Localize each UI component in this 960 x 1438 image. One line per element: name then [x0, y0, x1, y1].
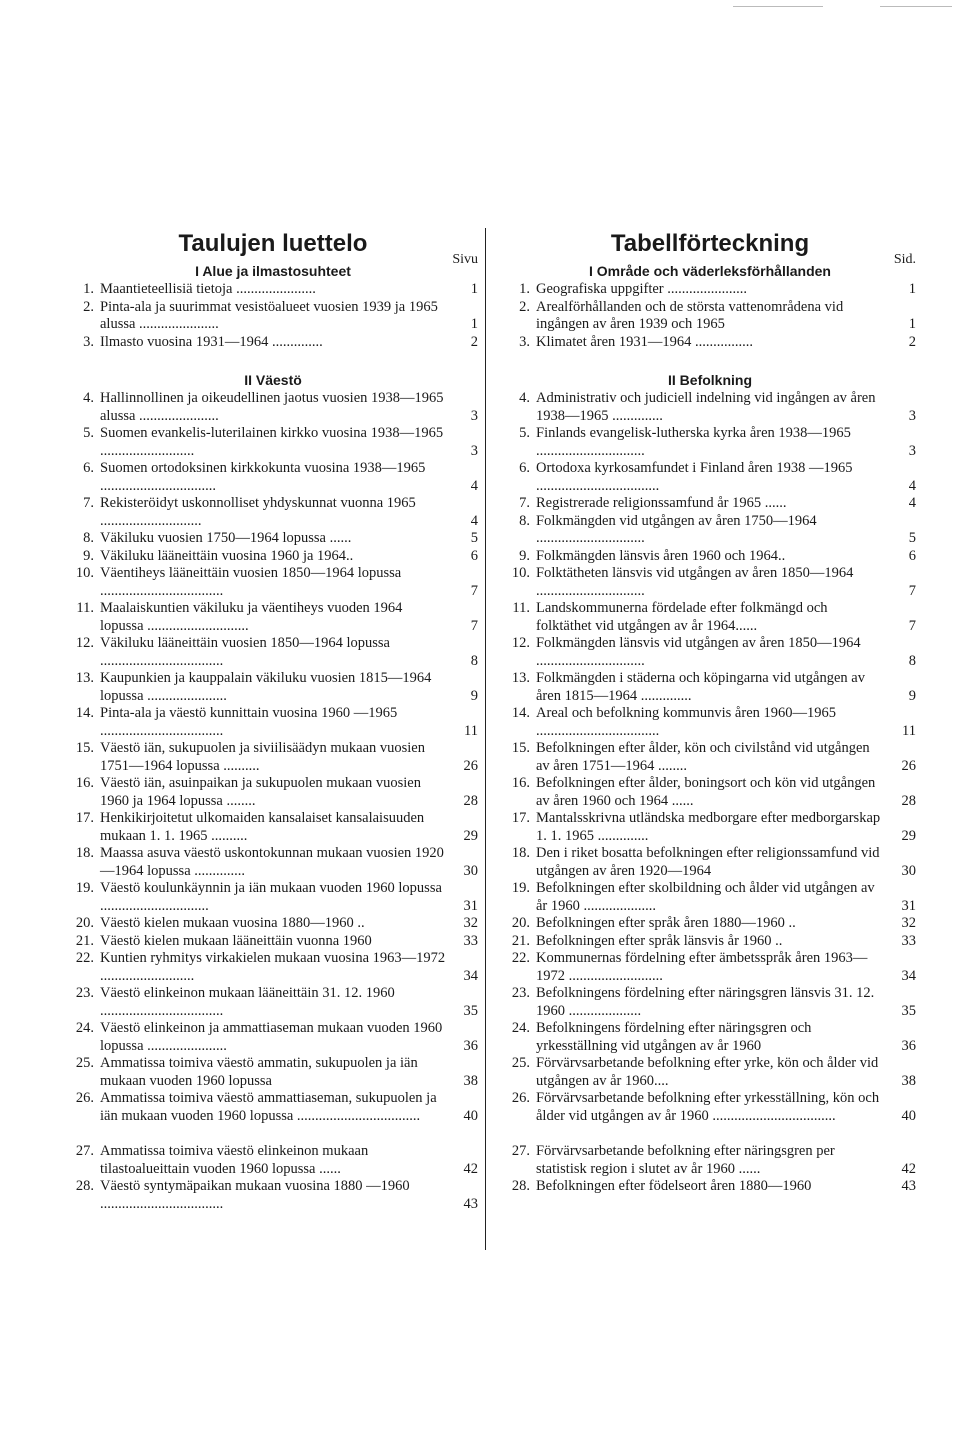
entry-title: Befolkningen efter språk länsvis år 1960 .. [536, 932, 783, 949]
toc-entry [68, 495, 478, 530]
entry-title: Kommunernas fördelning efter ämbetsspråk åren 1963—1972 .......................... [536, 950, 868, 984]
entry-title: Befolkningen efter skolbildning och ålder vid utgången av år 1960 .................... [536, 880, 875, 914]
toc-entry [504, 281, 916, 299]
entry-page: 2 [908, 333, 916, 350]
entry-title: Väkiluku lääneittäin vuosina 1960 ja 1964.. [100, 547, 354, 564]
toc-entry [68, 281, 478, 299]
toc-entry [68, 1020, 478, 1055]
entry-title: Väestö elinkeinon mukaan lääneittäin 31. 12. 1960 .................................. [100, 985, 395, 1019]
finnish-title: Taulujen luettelo [178, 230, 368, 257]
toc-entry [504, 880, 916, 915]
toc-entry [504, 1178, 916, 1196]
entry-page: 1 [908, 316, 916, 332]
toc-entry [504, 600, 916, 635]
entry-number: 28. [75, 1178, 94, 1194]
entry-title: Landskommunerna fördelade efter folkmängd och folktäthet vid utgången av år 1964...... [536, 600, 828, 634]
entry-number: 16. [511, 775, 530, 791]
toc-entry [68, 670, 478, 705]
entry-page: 7 [470, 582, 478, 599]
toc-entry [68, 845, 478, 880]
toc-entry [504, 740, 916, 775]
entry-number: 17. [75, 810, 94, 826]
entry-title: Hallinnollinen ja oikeudellinen jaotus vuosien 1938—1965 alussa ...................... [100, 390, 444, 424]
entry-page: 34 [463, 967, 478, 984]
entry-number: 21. [511, 932, 530, 949]
entry-page: 8 [470, 652, 478, 669]
entry-title: Väestö kielen mukaan vuosina 1880—1960 .. [100, 915, 365, 931]
entry-number: 11. [76, 600, 94, 616]
toc-entry [68, 460, 478, 495]
toc-entry [504, 334, 916, 352]
entry-title: Folktätheten länsvis vid utgången av åren 1850—1964 .............................. [536, 565, 854, 599]
toc-entry [504, 670, 916, 705]
entry-title: Geografiska uppgifter ...................... [536, 281, 748, 297]
toc-entry [504, 1143, 916, 1178]
entry-page: 1 [470, 316, 478, 332]
entry-number: 4. [519, 390, 530, 406]
entry-title: Förvärvsarbetande befolkning efter yrkesställning, kön och ålder vid utgången av år 1960 .................................. [536, 1090, 880, 1124]
entry-title: Förvärvsarbetande befolkning efter näringsgren per statistisk region i slutet av år 1960 ...... [536, 1143, 835, 1177]
toc-entry [504, 495, 916, 513]
toc-entry [68, 565, 478, 600]
entry-number: 19. [75, 880, 94, 896]
toc-entry [504, 1020, 916, 1055]
entry-number: 21. [75, 932, 94, 949]
toc-entry [504, 1090, 916, 1125]
section-heading: II Befolkning [668, 372, 752, 388]
entry-number: 28. [511, 1178, 530, 1194]
entry-title: Väkiluku lääneittäin vuosien 1850—1964 lopussa .................................. [100, 635, 390, 669]
entry-title: Väestö iän, sukupuolen ja siviilisäädyn mukaan vuosien 1751—1964 lopussa .......... [100, 740, 425, 774]
toc-entry [504, 950, 916, 985]
entry-title: Kaupunkien ja kauppalain väkiluku vuosien 1815—1964 lopussa ...................... [100, 670, 432, 704]
entry-title: Maassa asuva väestö uskontokunnan mukaan vuosien 1920—1964 lopussa .............. [100, 845, 444, 879]
toc-entry [504, 915, 916, 933]
toc-entry [68, 740, 478, 775]
entry-number: 2. [83, 298, 94, 315]
entry-number: 5. [519, 425, 530, 441]
entry-title: Registrerade religionssamfund år 1965 ...... [536, 495, 787, 511]
entry-title: Väestö elinkeinon ja ammattiaseman mukaan vuoden 1960 lopussa ...................... [100, 1020, 443, 1054]
toc-entry [504, 425, 916, 460]
toc-entry [68, 299, 478, 334]
top-rule [880, 6, 952, 7]
entry-page: 30 [901, 862, 916, 879]
entry-page: 4 [908, 477, 916, 494]
entry-page: 29 [463, 827, 478, 844]
entry-number: 11. [512, 600, 530, 616]
entry-title: Den i riket bosatta befolkningen efter religionssamfund vid utgången av åren 1920—1964 [536, 845, 880, 879]
column-divider [485, 228, 486, 1250]
section [504, 261, 916, 351]
entry-page: 4 [470, 512, 478, 529]
entry-page: 3 [908, 407, 916, 424]
entry-title: Ortodoxa kyrkosamfundet i Finland åren 1938 —1965 .................................. [536, 460, 853, 494]
entry-page: 36 [901, 1037, 916, 1054]
entry-page: 28 [463, 792, 478, 809]
entry-title: Väestö kielen mukaan lääneittäin vuonna 1960 [100, 932, 372, 949]
entry-number: 3. [83, 333, 94, 350]
toc-entry [68, 950, 478, 985]
entry-page: 7 [908, 617, 916, 634]
toc-entry [68, 530, 478, 548]
entry-title: Ammatissa toimiva väestö ammatin, sukupuolen ja iän mukaan vuoden 1960 lopussa [100, 1055, 418, 1089]
toc-entry [68, 1055, 478, 1090]
entry-number: 1. [519, 281, 530, 297]
entry-page: 3 [470, 407, 478, 424]
section-heading: II Väestö [244, 372, 302, 388]
entry-number: 23. [75, 985, 94, 1001]
finnish-sections [68, 261, 478, 1213]
entry-page: 40 [901, 1107, 916, 1124]
entry-number: 24. [511, 1020, 530, 1036]
entry-number: 7. [83, 495, 94, 511]
entry-page: 32 [901, 915, 916, 931]
entry-title: Suomen ortodoksinen kirkkokunta vuosina 1938—1965 ................................ [100, 460, 426, 494]
entry-page: 7 [908, 582, 916, 599]
entry-page: 31 [463, 897, 478, 914]
entry-number: 5. [83, 425, 94, 441]
entry-number: 22. [75, 950, 94, 966]
entry-page: 3 [908, 442, 916, 459]
entry-number: 2. [519, 298, 530, 315]
entry-number: 19. [511, 880, 530, 896]
entry-number: 1. [83, 281, 94, 297]
entry-page: 4 [470, 477, 478, 494]
entry-number: 26. [511, 1090, 530, 1106]
entry-page: 11 [902, 722, 916, 739]
entry-title: Folkmängden länsvis vid utgången av åren 1850—1964 .............................. [536, 635, 861, 669]
entry-title: Finlands evangelisk-lutherska kyrka åren 1938—1965 .............................. [536, 425, 851, 459]
entry-page: 40 [463, 1107, 478, 1124]
entry-page: 29 [901, 827, 916, 844]
entry-title: Folkmängden vid utgången av åren 1750—1964 .............................. [536, 512, 817, 546]
entry-number: 6. [83, 460, 94, 476]
entry-page: 38 [901, 1072, 916, 1089]
entry-page: 30 [463, 862, 478, 879]
entry-number: 14. [75, 705, 94, 721]
entry-title: Befolkningen efter födelseort åren 1880—1960 [536, 1178, 812, 1194]
toc-entry [504, 810, 916, 845]
entry-number: 20. [75, 915, 94, 931]
toc-entry [504, 985, 916, 1020]
entry-title: Väentiheys lääneittäin vuosien 1850—1964 lopussa .................................. [100, 565, 402, 599]
entry-title: Befolkningens fördelning efter näringsgren och yrkesställning vid utgången av år 1960 [536, 1020, 812, 1054]
entry-page: 35 [901, 1002, 916, 1019]
entry-title: Folkmängden länsvis åren 1960 och 1964.. [536, 547, 786, 564]
entry-page: 33 [463, 932, 478, 949]
entry-page: 35 [463, 1002, 478, 1019]
entry-title: Henkikirjoitetut ulkomaiden kansalaiset kansalaisuuden mukaan 1. 1. 1965 .......... [100, 810, 425, 844]
entry-title: Ammatissa toimiva väestö ammattiaseman, sukupuolen ja iän mukaan vuoden 1960 lopussa .................................. [100, 1090, 437, 1124]
entry-title: Arealförhållanden och de största vattenområdena vid ingången av åren 1939 och 1965 [536, 298, 844, 332]
entry-number: 20. [511, 915, 530, 931]
toc-entry [68, 985, 478, 1020]
entry-title: Förvärvsarbetande befolkning efter yrke, kön och ålder vid utgången av år 1960.... [536, 1055, 879, 1089]
entry-page: 43 [901, 1178, 916, 1194]
toc-entry [68, 810, 478, 845]
entry-number: 23. [511, 985, 530, 1001]
toc-entry [68, 915, 478, 933]
entry-number: 18. [511, 845, 530, 861]
entry-number: 12. [511, 635, 530, 651]
entry-number: 9. [519, 547, 530, 564]
entry-title: Klimatet åren 1931—1964 ................ [536, 333, 754, 350]
toc-entry [504, 299, 916, 334]
entry-number: 16. [75, 775, 94, 791]
entry-number: 26. [75, 1090, 94, 1106]
entry-page: 8 [908, 652, 916, 669]
entry-page: 31 [901, 897, 916, 914]
toc-entry [504, 635, 916, 670]
entry-page: 5 [470, 530, 478, 546]
toc-entry [504, 845, 916, 880]
entry-page: 26 [901, 757, 916, 774]
section [68, 370, 478, 1213]
entry-page: 42 [463, 1160, 478, 1177]
entry-title: Areal och befolkning kommunvis åren 1960—1965 .................................. [536, 705, 837, 739]
section-heading: I Område och väderleksförhållanden [589, 263, 831, 279]
entry-number: 24. [75, 1020, 94, 1036]
toc-entry [68, 1090, 478, 1125]
entry-title: Ilmasto vuosina 1931—1964 .............. [100, 333, 323, 350]
entry-number: 12. [75, 635, 94, 651]
entry-page: 1 [908, 281, 916, 297]
entry-number: 27. [75, 1143, 94, 1159]
top-rule [733, 6, 823, 7]
entry-number: 9. [83, 547, 94, 564]
entry-title: Rekisteröidyt uskonnolliset yhdyskunnat vuonna 1965 ............................ [100, 495, 416, 529]
toc-entry [68, 600, 478, 635]
entry-title: Pinta-ala ja suurimmat vesistöalueet vuosien 1939 ja 1965 alussa ...................... [100, 298, 438, 332]
entry-page: 5 [908, 530, 916, 546]
swedish-sections [504, 261, 916, 1196]
entry-title: Mantalsskrivna utländska medborgare efter medborgarskap 1. 1. 1965 .............. [536, 810, 881, 844]
swedish-column [504, 228, 916, 1196]
entry-page: 9 [908, 687, 916, 704]
entry-number: 10. [75, 565, 94, 581]
toc-entry [68, 390, 478, 425]
entry-page: 32 [463, 915, 478, 931]
entry-title: Pinta-ala ja väestö kunnittain vuosina 1960 —1965 .................................. [100, 705, 398, 739]
toc-entry [68, 635, 478, 670]
toc-entry [504, 775, 916, 810]
toc-entry [504, 513, 916, 548]
entry-title: Folkmängden i städerna och köpingarna vid utgången av åren 1815—1964 .............. [536, 670, 865, 704]
entry-page: 28 [901, 792, 916, 809]
toc-entry [504, 705, 916, 740]
entry-number: 4. [83, 390, 94, 406]
toc-entry [504, 1055, 916, 1090]
swedish-page-header: Sid. [893, 252, 916, 267]
entry-page: 26 [463, 757, 478, 774]
toc-entry [68, 705, 478, 740]
toc-entry [68, 425, 478, 460]
entry-page: 1 [470, 281, 478, 297]
entry-number: 10. [511, 565, 530, 581]
entry-page: 11 [464, 722, 478, 739]
entry-page: 6 [470, 547, 478, 564]
entry-page: 38 [463, 1072, 478, 1089]
entry-page: 7 [470, 617, 478, 634]
toc-entry [68, 1178, 478, 1213]
toc-entry [504, 933, 916, 951]
toc-entry [68, 1143, 478, 1178]
entry-number: 22. [511, 950, 530, 966]
entry-number: 25. [75, 1055, 94, 1071]
entry-title: Väestö koulunkäynnin ja iän mukaan vuoden 1960 lopussa .............................. [100, 880, 442, 914]
entry-title: Befolkningen efter ålder, kön och civilstånd vid utgången av åren 1751—1964 ........ [536, 740, 870, 774]
entry-page: 34 [901, 967, 916, 984]
toc-entry [68, 880, 478, 915]
finnish-page-header: Sivu [452, 252, 478, 267]
toc-entry [504, 460, 916, 495]
section-heading: I Alue ja ilmastosuhteet [195, 263, 351, 279]
entry-page: 33 [901, 932, 916, 949]
entry-page: 43 [463, 1195, 478, 1212]
entry-number: 18. [75, 845, 94, 861]
entry-number: 13. [511, 670, 530, 686]
entry-number: 15. [511, 740, 530, 756]
entry-page: 36 [463, 1037, 478, 1054]
entry-number: 6. [519, 460, 530, 476]
entry-number: 14. [511, 705, 530, 721]
entry-page: 9 [470, 687, 478, 704]
section [504, 370, 916, 1196]
entry-title: Administrativ och judiciell indelning vid ingången av åren 1938—1965 .............. [536, 390, 876, 424]
toc-entry [504, 390, 916, 425]
entry-title: Befolkningens fördelning efter näringsgren länsvis 31. 12. 1960 .................... [536, 985, 875, 1019]
entry-title: Maalaiskuntien väkiluku ja väentiheys vuoden 1964 lopussa ............................ [100, 600, 403, 634]
entry-title: Suomen evankelis-luterilainen kirkko vuosina 1938—1965 .......................... [100, 425, 444, 459]
toc-entry [504, 548, 916, 566]
entry-title: Väestö syntymäpaikan mukaan vuosina 1880 —1960 .................................. [100, 1178, 410, 1212]
entry-number: 15. [75, 740, 94, 756]
entry-title: Befolkningen efter språk åren 1880—1960 .. [536, 915, 796, 931]
entry-title: Väkiluku vuosien 1750—1964 lopussa ...... [100, 530, 352, 546]
entry-title: Väestö iän, asuinpaikan ja sukupuolen mukaan vuosien 1960 ja 1964 lopussa ........ [100, 775, 421, 809]
entry-number: 8. [519, 512, 530, 529]
toc-entry [504, 565, 916, 600]
toc-entry [68, 334, 478, 352]
entry-page: 2 [470, 333, 478, 350]
entry-number: 25. [511, 1055, 530, 1071]
swedish-title: Tabellförteckning [610, 230, 810, 257]
entry-number: 27. [511, 1143, 530, 1159]
entry-number: 7. [519, 495, 530, 511]
entry-page: 42 [901, 1160, 916, 1177]
toc-entry [68, 775, 478, 810]
entry-page: 3 [470, 442, 478, 459]
entry-number: 8. [83, 530, 94, 546]
toc-entry [68, 548, 478, 566]
section [68, 261, 478, 351]
entry-number: 3. [519, 333, 530, 350]
entry-number: 13. [75, 670, 94, 686]
entry-title: Kuntien ryhmitys virkakielen mukaan vuosina 1963—1972 .......................... [100, 950, 446, 984]
entry-number: 17. [511, 810, 530, 826]
entry-page: 6 [908, 547, 916, 564]
entry-title: Ammatissa toimiva väestö elinkeinon mukaan tilastoalueittain vuoden 1960 lopussa ...... [100, 1143, 369, 1177]
entry-title: Maantieteellisiä tietoja ...................... [100, 281, 316, 297]
finnish-column [68, 228, 478, 1213]
entry-title: Befolkningen efter ålder, boningsort och kön vid utgången av åren 1960 och 1964 ...... [536, 775, 876, 809]
toc-entry [68, 933, 478, 951]
entry-page: 4 [908, 495, 916, 511]
